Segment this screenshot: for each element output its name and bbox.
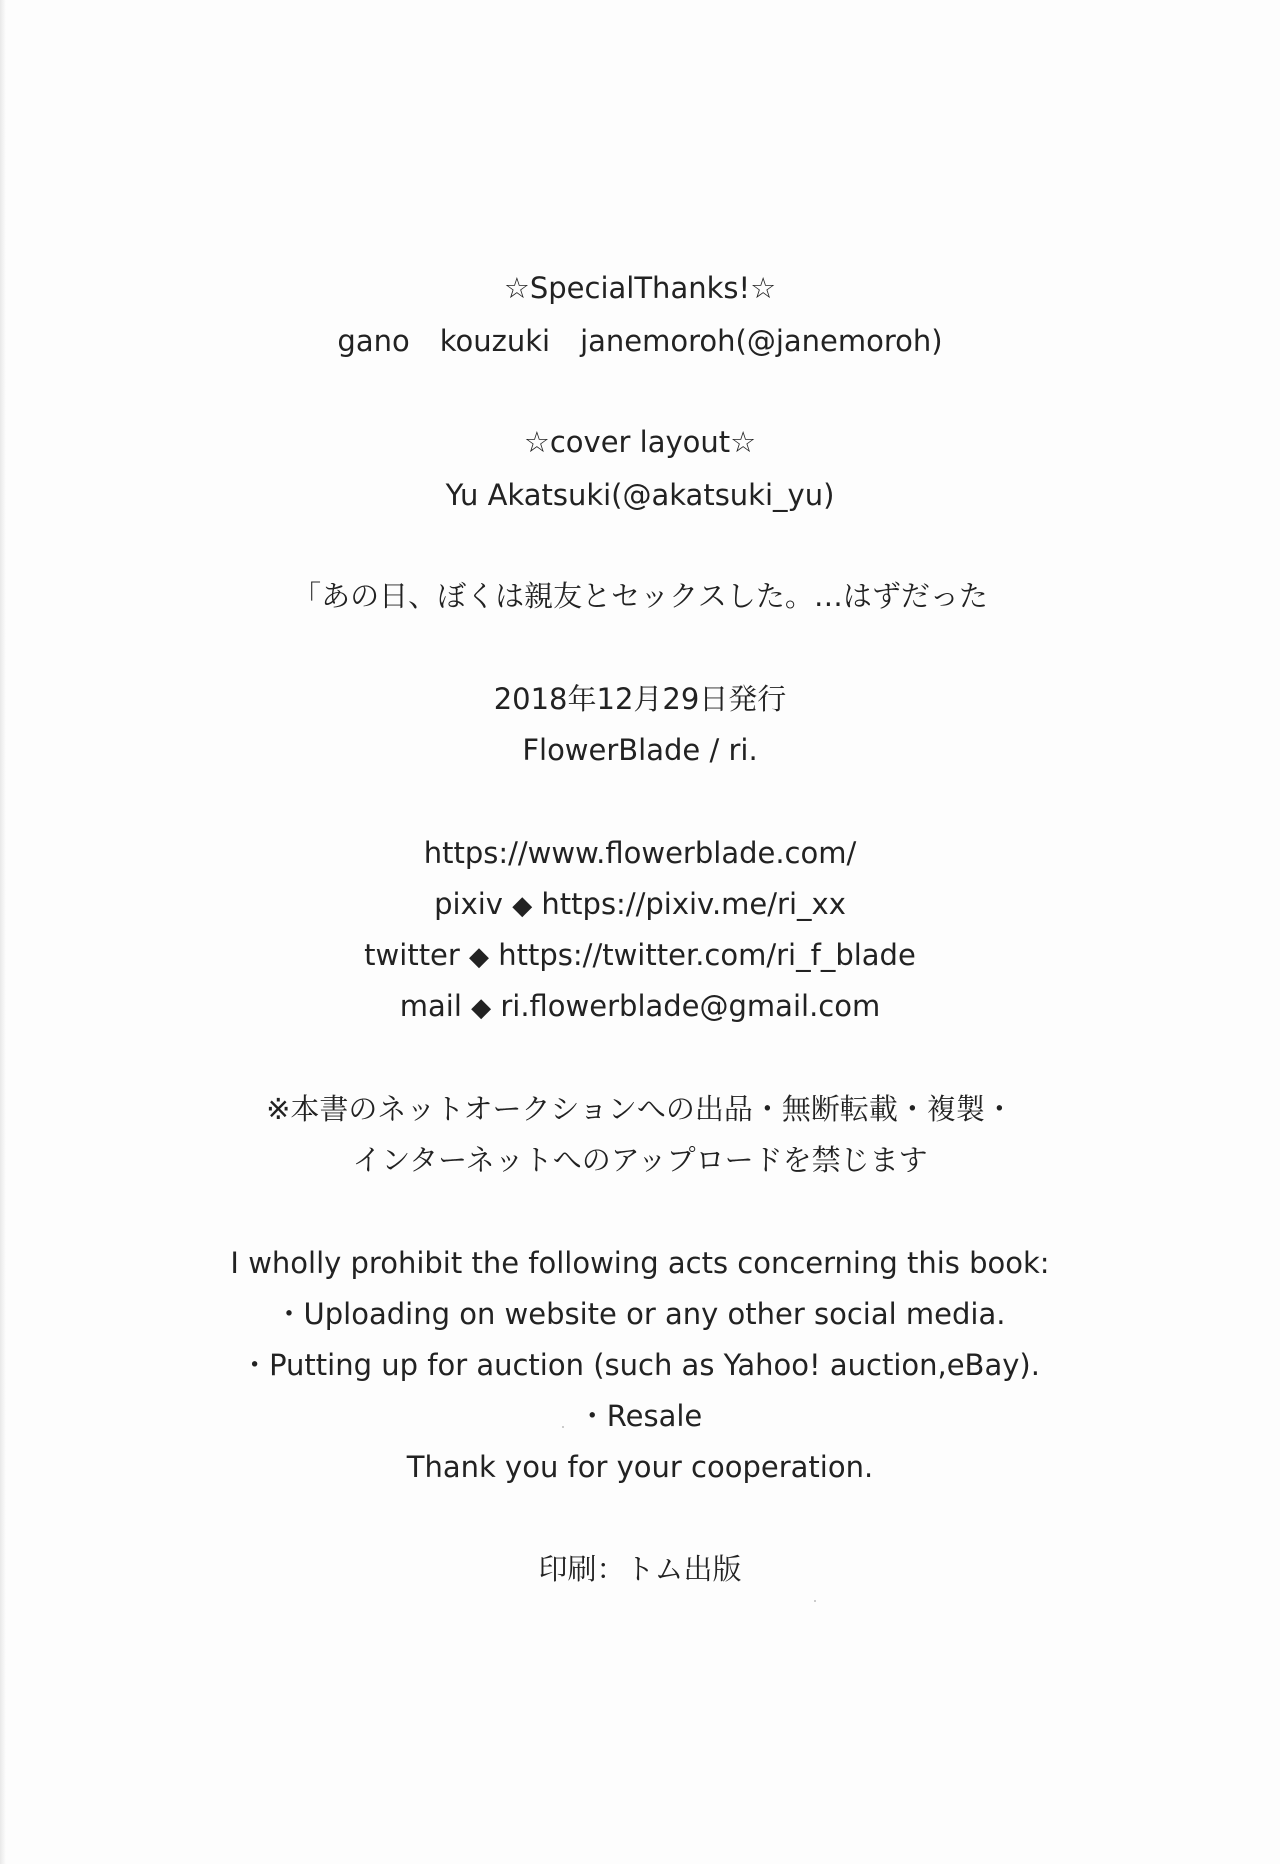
circle-name: FlowerBlade / ri. bbox=[522, 733, 758, 767]
thanks-name-janemoroh: janemoroh(@janemoroh) bbox=[580, 324, 943, 358]
diamond-icon: ◆ bbox=[469, 942, 490, 972]
notice-en-thanks: Thank you for your cooperation. bbox=[406, 1450, 874, 1484]
twitter-line bbox=[0, 935, 1280, 977]
notice-en-item-1: ・Uploading on website or any other social media. bbox=[274, 1297, 1006, 1331]
cover-layout-credit: Yu Akatsuki(@akatsuki_yu) bbox=[445, 478, 835, 512]
notice-en-item-2: ・Putting up for auction (such as Yahoo! auction,eBay). bbox=[240, 1348, 1040, 1382]
pixiv-label: pixiv bbox=[434, 887, 503, 921]
diamond-icon: ◆ bbox=[512, 891, 533, 921]
special-thanks-names bbox=[0, 321, 1280, 361]
pixiv-line bbox=[0, 884, 1280, 926]
printer-credit: 印刷：トム出版 bbox=[538, 1552, 742, 1586]
twitter-label: twitter bbox=[364, 938, 460, 972]
scan-speck bbox=[562, 1426, 564, 1428]
notice-ja-line-2: インターネットへのアップロードを禁じます bbox=[352, 1143, 928, 1177]
book-title: 「あの日、ぼくは親友とセックスした。…はずだった bbox=[292, 579, 988, 613]
mail-line bbox=[0, 986, 1280, 1028]
scan-speck bbox=[814, 1600, 816, 1602]
thanks-name-kouzuki: kouzuki bbox=[439, 324, 551, 358]
cover-layout-heading: ☆cover layout☆ bbox=[523, 425, 757, 459]
special-thanks-heading: ☆SpecialThanks!☆ bbox=[503, 271, 777, 305]
notice-en-item-3: ・Resale bbox=[577, 1399, 703, 1433]
website-url: https://www.flowerblade.com/ bbox=[423, 836, 857, 870]
mail-address: ri.flowerblade@gmail.com bbox=[500, 989, 881, 1023]
diamond-icon: ◆ bbox=[471, 993, 492, 1023]
twitter-url: https://twitter.com/ri_f_blade bbox=[498, 938, 916, 972]
pixiv-url: https://pixiv.me/ri_xx bbox=[541, 887, 846, 921]
publish-date: 2018年12月29日発行 bbox=[493, 682, 787, 716]
notice-ja-line-1: ※本書のネットオークションへの出品・無断転載・複製・ bbox=[266, 1092, 1014, 1126]
notice-en-intro: I wholly prohibit the following acts concerning this book: bbox=[230, 1246, 1050, 1280]
mail-label: mail bbox=[399, 989, 462, 1023]
thanks-name-gano: gano bbox=[337, 324, 410, 358]
